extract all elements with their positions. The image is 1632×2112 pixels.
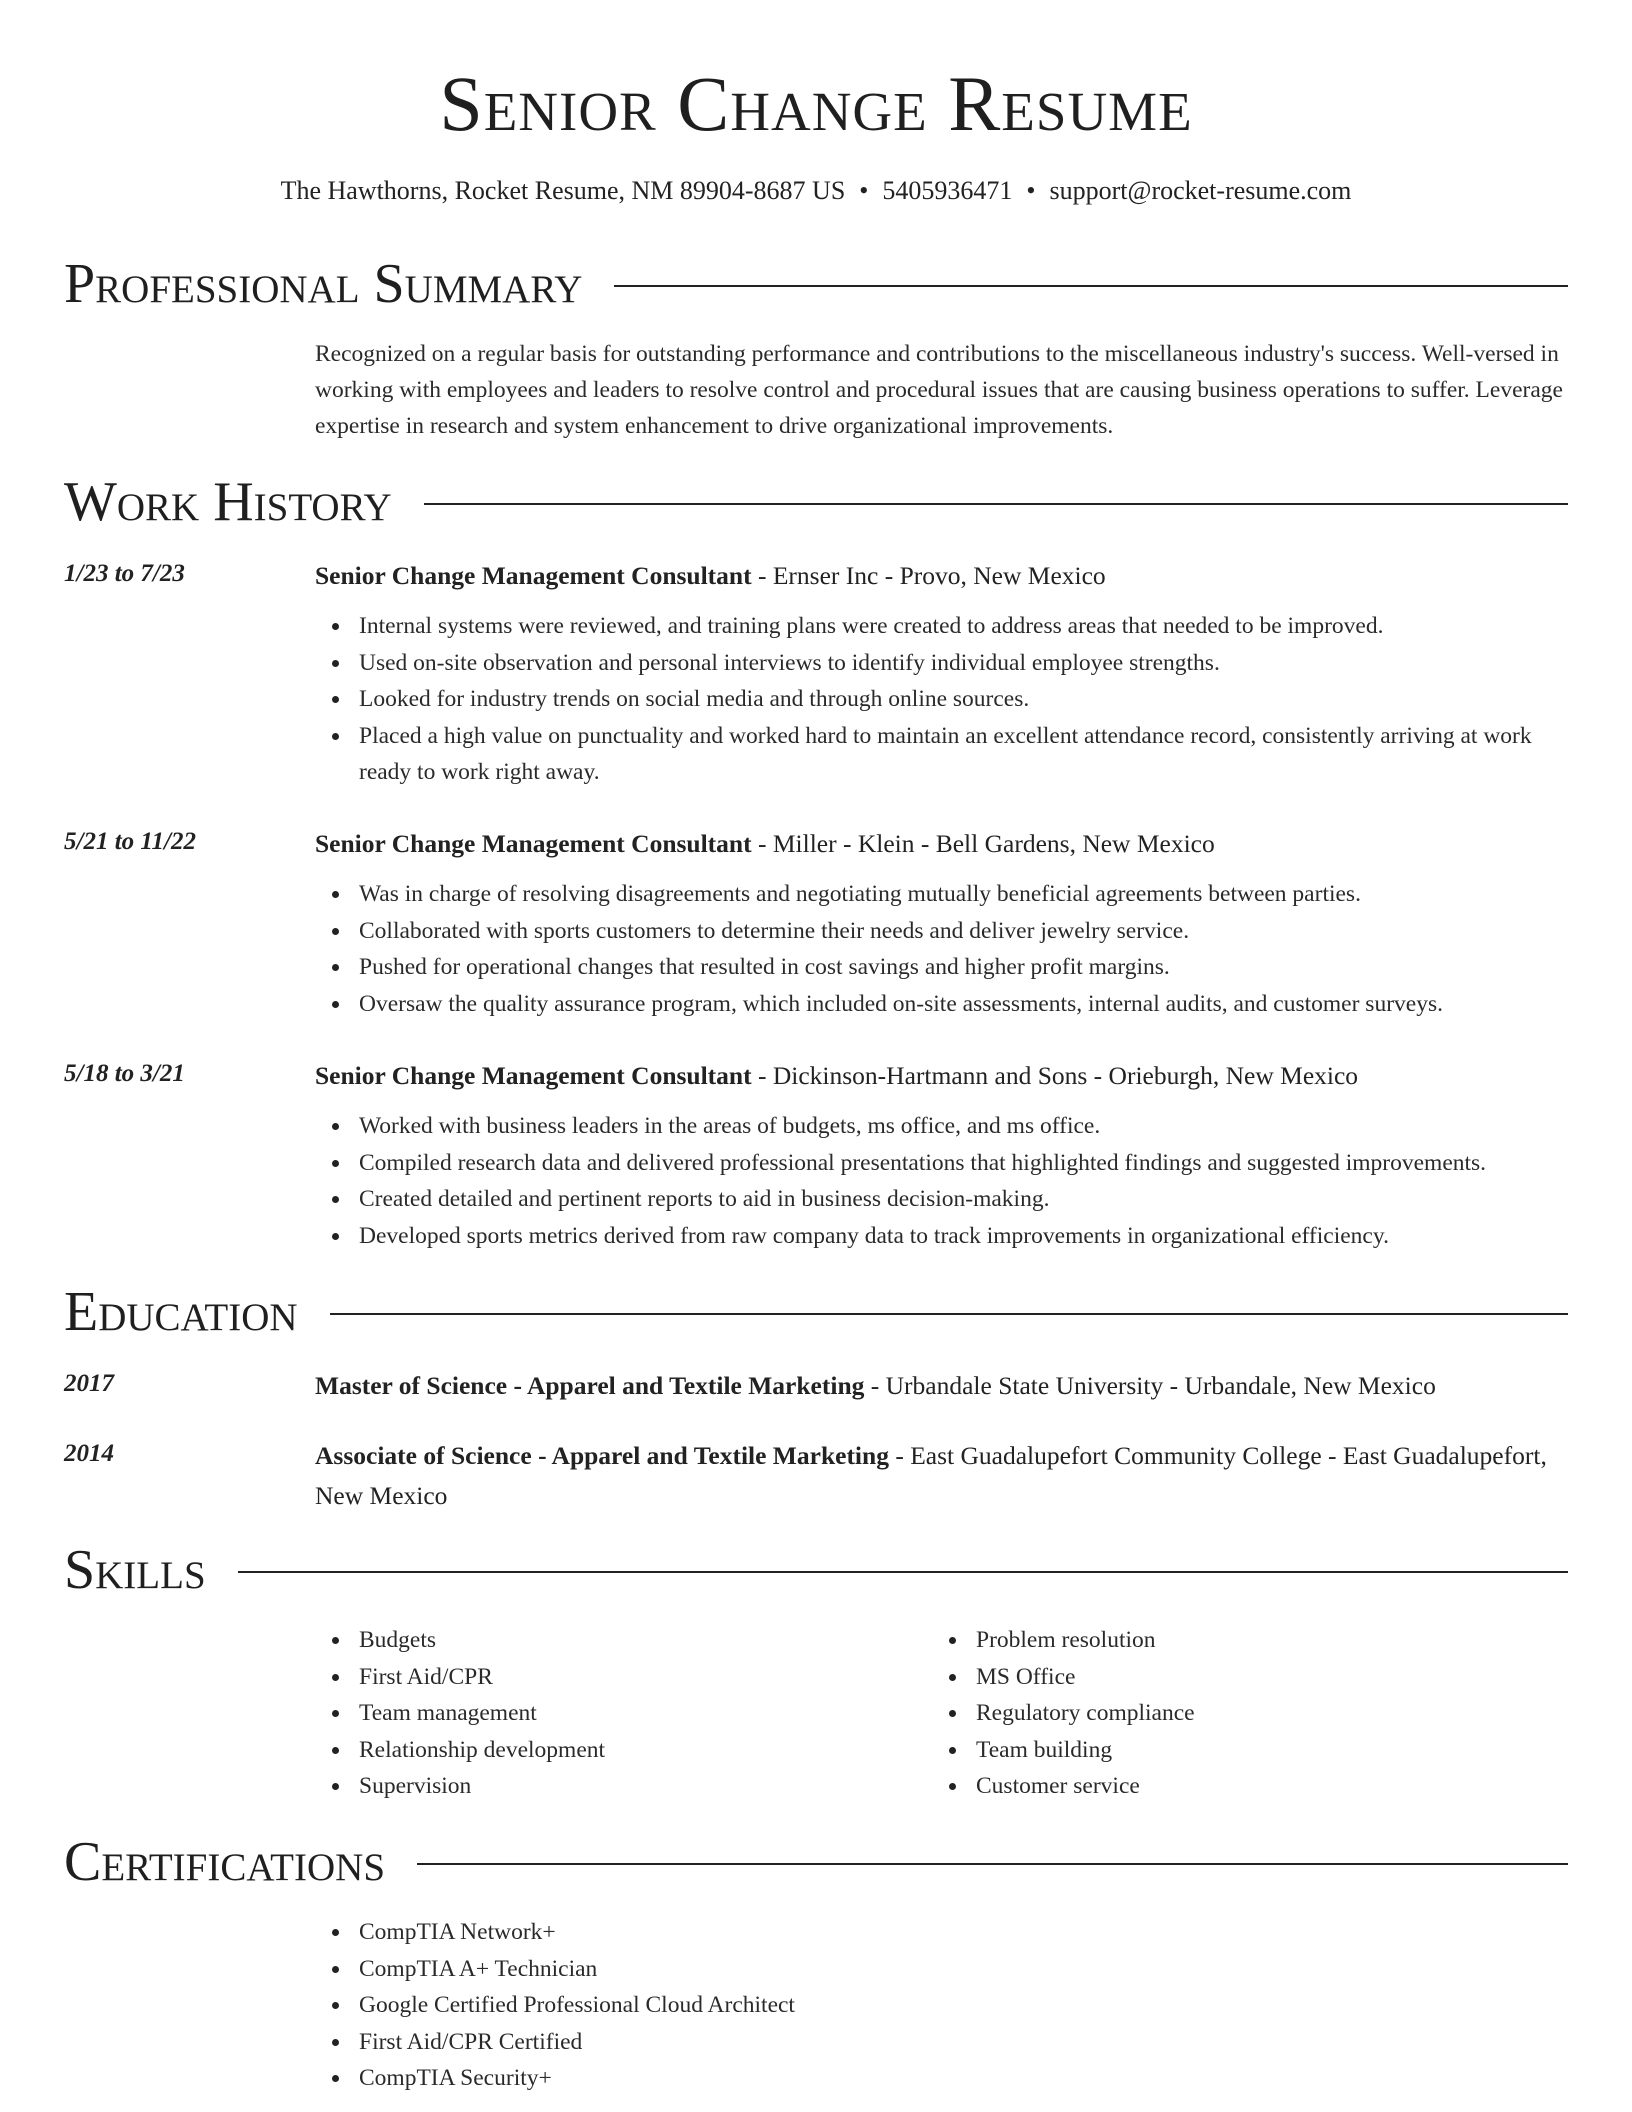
section-title: Education — [64, 1281, 298, 1343]
list-item: Internal systems were reviewed, and training plans were created to address areas that needed to be improved. — [315, 608, 1568, 645]
list-item: First Aid/CPR Certified — [315, 2024, 1315, 2061]
section-divider — [424, 503, 1568, 505]
job-dates: 1/23 to 7/23 — [64, 560, 185, 587]
education-heading — [315, 1366, 1568, 1406]
job-title: Senior Change Management Consultant — [315, 561, 752, 590]
skills-list-left — [315, 1622, 875, 1805]
section-divider — [238, 1571, 1568, 1573]
list-item: CompTIA Security+ — [315, 2060, 1315, 2097]
section-heading-certifications — [64, 1830, 1568, 1894]
section-title: Certifications — [64, 1831, 386, 1893]
section-heading-education — [64, 1280, 1568, 1344]
list-item: Used on-site observation and personal interviews to identify individual employee strengths. — [315, 645, 1568, 682]
certifications-list — [315, 1914, 1315, 2097]
contact-separator: • — [859, 176, 869, 205]
job-dates: 5/21 to 11/22 — [64, 828, 196, 855]
list-item: Placed a high value on punctuality and worked hard to maintain an excellent attendance record, consistently arriving at work ready to work right away. — [315, 718, 1568, 791]
list-item: Problem resolution — [932, 1622, 1492, 1659]
education-heading — [315, 1436, 1568, 1516]
list-item: CompTIA A+ Technician — [315, 1951, 1315, 1988]
list-item: Worked with business leaders in the areas of budgets, ms office, and ms office. — [315, 1108, 1568, 1145]
job-bullets — [315, 608, 1568, 791]
resume-name: Senior Change Resume — [439, 60, 1193, 147]
list-item: Developed sports metrics derived from raw company data to track improvements in organizational efficiency. — [315, 1218, 1568, 1255]
list-item: Compiled research data and delivered professional presentations that highlighted findings and suggested improvements. — [315, 1145, 1568, 1182]
job-title: Senior Change Management Consultant — [315, 829, 752, 858]
education-year: 2014 — [64, 1440, 114, 1467]
job-details: - Ernser Inc - Provo, New Mexico — [751, 561, 1106, 590]
contact-phone: 5405936471 — [882, 176, 1013, 205]
job-details: - Dickinson-Hartmann and Sons - Orieburgh, New Mexico — [751, 1061, 1359, 1090]
section-divider — [330, 1313, 1568, 1315]
list-item: Budgets — [315, 1622, 875, 1659]
list-item: Team building — [932, 1732, 1492, 1769]
section-divider — [614, 285, 1568, 287]
resume-page — [64, 0, 1568, 2112]
education-year: 2017 — [64, 1370, 114, 1397]
skills-list-right — [932, 1622, 1492, 1805]
list-item: Relationship development — [315, 1732, 875, 1769]
education-degree: Associate of Science - Apparel and Textile Marketing — [315, 1441, 889, 1470]
list-item: CompTIA Network+ — [315, 1914, 1315, 1951]
summary-text: Recognized on a regular basis for outstanding performance and contributions to the miscellaneous industry's success. Well-versed in working with employees and leaders to resolve control and procedural issues that are causing business operations to suffer. Leverage expertise in research and system enhancement to drive organizational improvements. — [315, 341, 1563, 439]
section-title: Work History — [64, 471, 392, 533]
list-item: Was in charge of resolving disagreements and negotiating mutually beneficial agreements between parties. — [315, 876, 1568, 913]
education-degree: Master of Science - Apparel and Textile Marketing — [315, 1371, 865, 1400]
list-item: Oversaw the quality assurance program, which included on-site assessments, internal audits, and customer surveys. — [315, 986, 1568, 1023]
contact-address: The Hawthorns, Rocket Resume, NM 89904-8687 US — [280, 176, 846, 205]
job-dates: 5/18 to 3/21 — [64, 1060, 185, 1087]
job-bullets — [315, 1108, 1568, 1254]
job-bullets — [315, 876, 1568, 1022]
list-item: Customer service — [932, 1768, 1492, 1805]
list-item: First Aid/CPR — [315, 1659, 875, 1696]
list-item: Created detailed and pertinent reports to aid in business decision-making. — [315, 1181, 1568, 1218]
education-details: - Urbandale State University - Urbandale, New Mexico — [864, 1371, 1436, 1400]
job-heading — [315, 1056, 1568, 1096]
contact-line — [64, 173, 1568, 209]
section-heading-summary — [64, 252, 1568, 316]
job-title: Senior Change Management Consultant — [315, 1061, 752, 1090]
list-item: Team management — [315, 1695, 875, 1732]
list-item: MS Office — [932, 1659, 1492, 1696]
section-heading-work-history — [64, 470, 1568, 534]
contact-email: support@rocket-resume.com — [1049, 176, 1352, 205]
job-heading — [315, 556, 1568, 596]
section-title: Skills — [64, 1539, 206, 1601]
list-item: Pushed for operational changes that resulted in cost savings and higher profit margins. — [315, 949, 1568, 986]
section-heading-skills — [64, 1538, 1568, 1602]
section-divider — [417, 1863, 1568, 1865]
list-item: Collaborated with sports customers to determine their needs and deliver jewelry service. — [315, 913, 1568, 950]
job-details: - Miller - Klein - Bell Gardens, New Mexico — [751, 829, 1215, 858]
section-title: Professional Summary — [64, 253, 583, 315]
education-details: - East Guadalupefort Community College - East Guadalupefort, New Mexico — [315, 1441, 1547, 1510]
contact-separator: • — [1026, 176, 1036, 205]
list-item: Regulatory compliance — [932, 1695, 1492, 1732]
list-item: Supervision — [315, 1768, 875, 1805]
list-item: Looked for industry trends on social media and through online sources. — [315, 681, 1568, 718]
list-item: Google Certified Professional Cloud Architect — [315, 1987, 1315, 2024]
job-heading — [315, 824, 1568, 864]
